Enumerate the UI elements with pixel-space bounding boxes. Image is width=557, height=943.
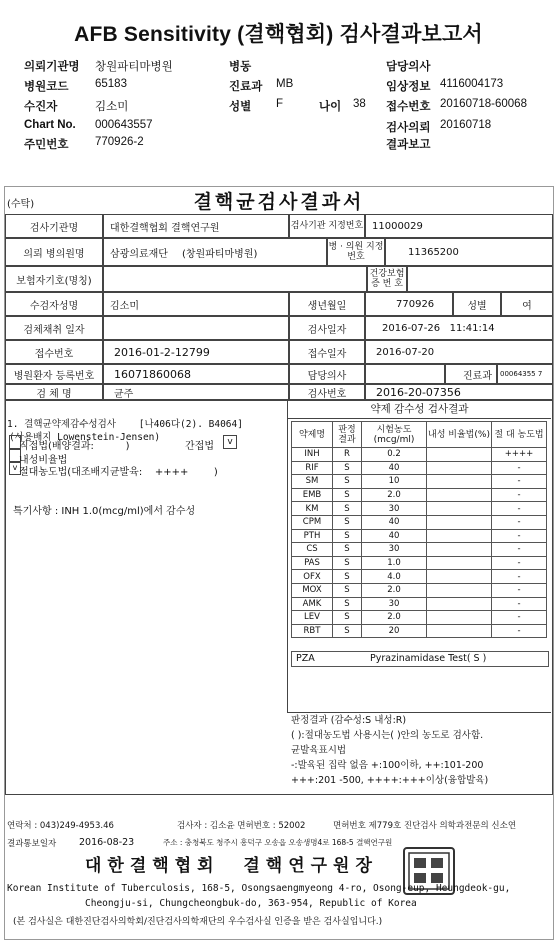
- result-row: [292, 488, 547, 502]
- label-insurer: 보험자기호(명칭): [5, 266, 103, 292]
- english-address-1: Korean Institute of Tuberculosis, 168-5, Osongsaengmyeong 4-ro, Osong-eup, Heungdeok-gu,: [7, 883, 511, 894]
- absolute-value: ++++: [492, 448, 547, 462]
- pza-label: PZA: [296, 653, 315, 664]
- label-receipt-date: 접수일자: [289, 340, 365, 364]
- license: 면허번호 제779호 진단검사 의학과전문의 신소연: [333, 821, 517, 831]
- concentration: 30: [362, 502, 427, 516]
- value-receipt-date: 2016-07-20: [365, 340, 553, 364]
- absolute-value: -: [492, 515, 547, 529]
- scanned-form: [4, 186, 554, 940]
- value-agency: 창원파티마병원: [95, 61, 173, 73]
- label-age: 나이: [319, 101, 342, 113]
- criteria-box: [287, 712, 551, 794]
- label-resident-no: 주민번호: [24, 139, 69, 151]
- judgement: R: [333, 448, 362, 462]
- test-line-2: (사용배지 Lowenstein-Jensen): [9, 432, 161, 443]
- concentration: 2.0: [362, 611, 427, 625]
- report-date-value: 2016-08-23: [79, 837, 135, 848]
- value-receipt-no: 20160718-60068: [440, 98, 527, 110]
- value-test-agency: 대한결핵협회 결핵연구원: [103, 214, 289, 238]
- drug-name: MOX: [292, 583, 333, 597]
- judgement: S: [333, 583, 362, 597]
- label-test-no: 검사번호: [289, 384, 365, 400]
- address: 주소 : 충청북도 청주시 흥덕구 오송읍 오송생명4로 168-5 결핵연구원: [163, 838, 393, 847]
- judgement: S: [333, 502, 362, 516]
- judgement: S: [333, 529, 362, 543]
- value-receipt-number: 2016-01-2-12799: [103, 340, 289, 364]
- result-row: [292, 597, 547, 611]
- ratio-value: [427, 570, 492, 584]
- pza-value: Pyrazinamidase Test( S ): [370, 653, 487, 664]
- absolute-value: -: [492, 529, 547, 543]
- label-request-date: 검사의뢰: [386, 122, 431, 134]
- judgement: S: [333, 543, 362, 557]
- ratio-value: [427, 515, 492, 529]
- label-receipt-no: 접수번호: [386, 101, 431, 113]
- criteria-line-1: 판정결과 (감수성:S 내성:R): [291, 715, 407, 726]
- pza-row: [291, 651, 549, 667]
- value-gender: 여: [501, 292, 553, 316]
- ratio-method: 내성비율법: [19, 455, 68, 466]
- label-dept: 진료과: [229, 81, 263, 93]
- certification-note: (본 검사실은 대한진단검사의학회/진단검사의학재단의 우수검사실 인증을 받은 검사실입니다.): [13, 917, 383, 927]
- value-chart-no: 000643557: [95, 119, 153, 131]
- absolute-value: -: [492, 570, 547, 584]
- value-agency-no: 11000029: [365, 214, 553, 238]
- value-request-date: 20160718: [440, 119, 492, 131]
- absolute-value: -: [492, 502, 547, 516]
- criteria-line-5: +++:201 -500, ++++:+++이상(융합발육): [291, 775, 489, 786]
- ratio-value: [427, 597, 492, 611]
- ratio-value: [427, 556, 492, 570]
- drug-name: CPM: [292, 515, 333, 529]
- result-row: [292, 556, 547, 570]
- label-report-date: 결과보고: [386, 139, 431, 151]
- drug-name: KM: [292, 502, 333, 516]
- absolute-value: -: [492, 488, 547, 502]
- result-row: [292, 570, 547, 584]
- label-request-hospital: 의뢰 병의원명: [5, 238, 103, 266]
- concentration: 40: [362, 461, 427, 475]
- value-dept: MB: [276, 78, 294, 90]
- absolute-value: -: [492, 611, 547, 625]
- label-sex: 성별: [229, 101, 252, 113]
- concentration: 20: [362, 624, 427, 638]
- value-hospital-code: 65183: [95, 78, 127, 90]
- label-birth: 생년월일: [289, 292, 365, 316]
- value-birth: 770926: [365, 292, 453, 316]
- result-table: [291, 421, 547, 638]
- ratio-value: [427, 624, 492, 638]
- value-attending: [365, 364, 445, 384]
- label-chart-no: Chart No.: [24, 119, 76, 131]
- value-patient-name: 김소미: [103, 292, 289, 316]
- label-test-agency: 검사기관명: [5, 214, 103, 238]
- value-age: 38: [353, 98, 366, 110]
- result-row: [292, 611, 547, 625]
- drug-name: LEV: [292, 611, 333, 625]
- ratio-value: [427, 583, 492, 597]
- result-row: [292, 502, 547, 516]
- value-test-date: 2016-07-26 11:41:14: [365, 316, 553, 340]
- label-ward: 병동: [229, 61, 252, 73]
- ratio-value: [427, 448, 492, 462]
- concentration: 0.2: [362, 448, 427, 462]
- label-gender: 성별: [453, 292, 501, 316]
- col-ratio: 내성 비율법(%): [427, 422, 492, 448]
- value-patient: 김소미: [95, 101, 129, 113]
- drug-name: RIF: [292, 461, 333, 475]
- col-absolute: 절 대 농도법: [492, 422, 547, 448]
- hospital-sub: (창원파티마병원): [181, 248, 258, 260]
- col-concentration: 시험농도 (mcg/ml): [362, 422, 427, 448]
- drug-name: CS: [292, 543, 333, 557]
- ratio-value: [427, 611, 492, 625]
- concentration: 40: [362, 515, 427, 529]
- label-hospital-no: 병 · 의원 지정번호: [327, 238, 385, 266]
- ratio-value: [427, 475, 492, 489]
- report-date-label: 결과통보일자: [7, 839, 57, 849]
- drug-name: RBT: [292, 624, 333, 638]
- absolute-method: 절대농도법(대조배지균발육: ++++ ): [19, 467, 218, 478]
- criteria-line-3: 균발육표시법: [291, 745, 347, 756]
- label-specimen: 검 체 명: [5, 384, 103, 400]
- criteria-line-2: ( ):절대농도법 사용시는( )안의 농도로 검사함.: [291, 730, 484, 741]
- drug-name: PTH: [292, 529, 333, 543]
- concentration: 2.0: [362, 488, 427, 502]
- checkbox-indirect: v: [223, 435, 237, 449]
- value-resident-no: 770926-2: [95, 136, 144, 148]
- hospital-name: 삼광의료재단: [110, 248, 168, 260]
- result-row: [292, 515, 547, 529]
- organization-name: 대한결핵협회 결핵연구원장: [85, 856, 378, 876]
- label-clinical-info: 임상정보: [386, 81, 431, 93]
- value-specimen: 균주: [103, 384, 289, 400]
- criteria-line-4: -:발육된 집락 없음 +:100이하, ++:101-200: [291, 760, 484, 771]
- header-info: [24, 58, 554, 153]
- col-drug: 약제명: [292, 422, 333, 448]
- label-department: 진료과: [445, 364, 497, 384]
- concentration: 2.0: [362, 583, 427, 597]
- judgement: S: [333, 611, 362, 625]
- drug-name: PAS: [292, 556, 333, 570]
- concentration: 1.0: [362, 556, 427, 570]
- body-divider: [287, 400, 288, 712]
- special-note: 특기사항 : INH 1.0(mcg/ml)에서 감수성: [13, 506, 196, 517]
- judgement: S: [333, 515, 362, 529]
- judgement: S: [333, 624, 362, 638]
- value-department: 00064355 7: [497, 364, 553, 384]
- concentration: 30: [362, 597, 427, 611]
- label-patient-name: 수검자성명: [5, 292, 103, 316]
- form-title: 결핵균검사결과서: [193, 191, 365, 213]
- value-test-no: 2016-20-07356: [365, 384, 553, 400]
- label-receipt-number: 접수번호: [5, 340, 103, 364]
- absolute-value: -: [492, 624, 547, 638]
- label-collect-date: 검체채취 일자: [5, 316, 103, 340]
- judgement: S: [333, 556, 362, 570]
- label-patient: 수진자: [24, 101, 58, 113]
- result-row: [292, 448, 547, 462]
- absolute-value: -: [492, 556, 547, 570]
- drug-name: SM: [292, 475, 333, 489]
- label-attending: 담당의사: [289, 364, 365, 384]
- contact: 연락처 : 043)249-4953.46: [7, 821, 114, 831]
- label-doctor: 담당의사: [386, 61, 431, 73]
- drug-name: OFX: [292, 570, 333, 584]
- report-title: AFB Sensitivity (결핵협회) 검사결과보고서: [74, 23, 483, 46]
- result-row: [292, 461, 547, 475]
- indirect-method: 간접법: [185, 441, 214, 452]
- absolute-value: -: [492, 475, 547, 489]
- judgement: S: [333, 475, 362, 489]
- ratio-value: [427, 461, 492, 475]
- judgement: S: [333, 597, 362, 611]
- col-judgement: 판정 결과: [333, 422, 362, 448]
- result-row: [292, 583, 547, 597]
- ratio-value: [427, 543, 492, 557]
- value-hospital-no: 11365200: [385, 238, 553, 266]
- value-registration-no: 16071860068: [103, 364, 289, 384]
- suteok-label: (수탁): [7, 199, 35, 210]
- value-sex: F: [276, 98, 284, 110]
- result-row: [292, 624, 547, 638]
- drug-name: AMK: [292, 597, 333, 611]
- value-collect-date: [103, 316, 289, 340]
- absolute-value: -: [492, 583, 547, 597]
- label-agency: 의뢰기관명: [24, 61, 80, 73]
- label-test-date: 검사일자: [289, 316, 365, 340]
- drug-name: EMB: [292, 488, 333, 502]
- judgement: S: [333, 461, 362, 475]
- concentration: 30: [362, 543, 427, 557]
- tester: 검사자 : 김소윤 면허번호 : 52002: [177, 821, 306, 831]
- absolute-value: -: [492, 543, 547, 557]
- result-row: [292, 529, 547, 543]
- value-insurance-no: [407, 266, 553, 292]
- label-hospital-code: 병원코드: [24, 81, 69, 93]
- label-agency-no: 검사기관 지정번호: [289, 214, 365, 238]
- ratio-value: [427, 529, 492, 543]
- value-insurer: [103, 266, 367, 292]
- checkbox-absolute: v: [9, 461, 21, 475]
- judgement: S: [333, 488, 362, 502]
- judgement: S: [333, 570, 362, 584]
- concentration: 4.0: [362, 570, 427, 584]
- result-row: [292, 475, 547, 489]
- test-line-1: 1. 결핵균약제감수성검사 [나406다(2). B4064]: [7, 419, 243, 430]
- value-clinical-info: 4116004173: [440, 78, 504, 90]
- absolute-value: -: [492, 597, 547, 611]
- drug-name: INH: [292, 448, 333, 462]
- ratio-value: [427, 488, 492, 502]
- english-address-2: Cheongju-si, Chungcheongbuk-do, 363-954, Republic of Korea: [85, 898, 417, 909]
- result-row: [292, 543, 547, 557]
- result-title: 약제 감수성 검사결과: [288, 400, 551, 419]
- ratio-value: [427, 502, 492, 516]
- concentration: 40: [362, 529, 427, 543]
- concentration: 10: [362, 475, 427, 489]
- label-registration-no: 병원환자 등록번호: [5, 364, 103, 384]
- value-request-hospital: [103, 238, 327, 266]
- label-insurance-no: 건강보험 증 번 호: [367, 266, 407, 292]
- direct-method: 직접법(배양결과: ): [19, 441, 130, 452]
- absolute-value: -: [492, 461, 547, 475]
